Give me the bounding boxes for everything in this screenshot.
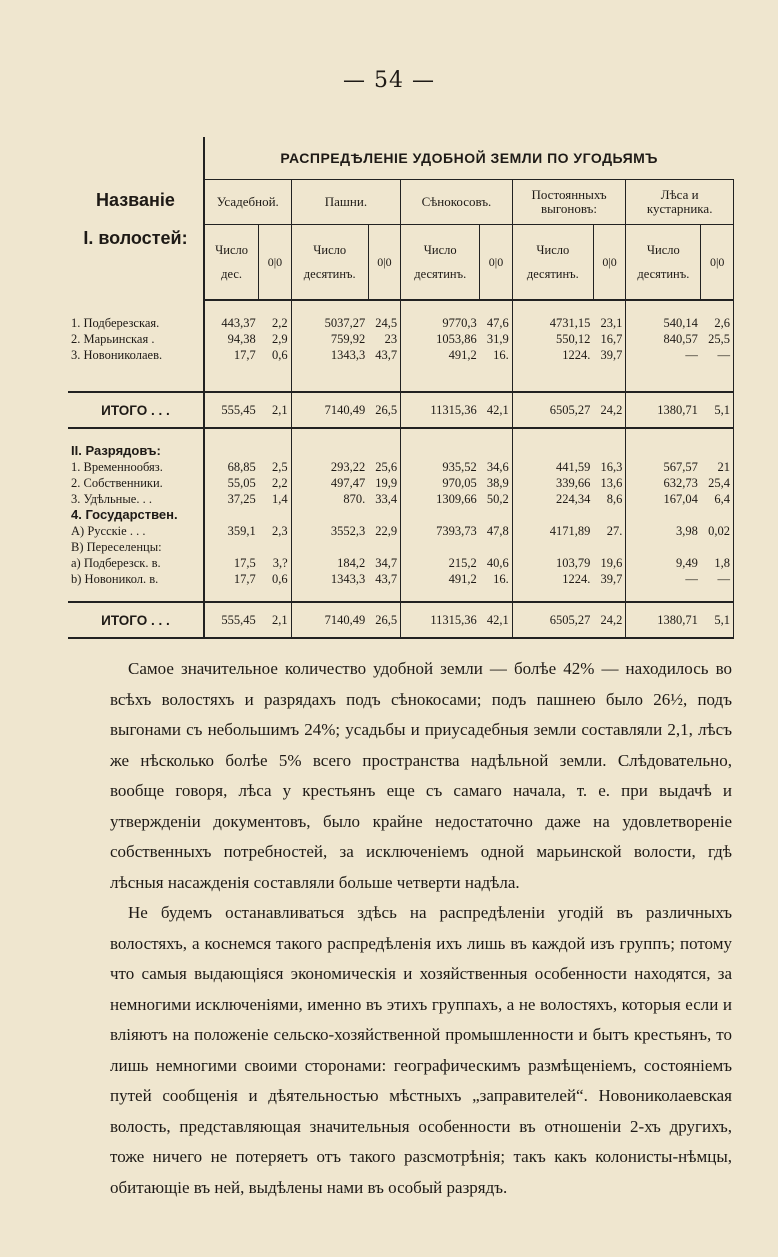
- table-cell: 25,4: [701, 475, 734, 491]
- table-cell: 47,8: [480, 523, 512, 539]
- total-label: ИТОГО . . .: [68, 602, 204, 638]
- empty-cell: [291, 443, 368, 459]
- name-header-line1: Названіе: [96, 189, 175, 210]
- table-cell: 21: [701, 459, 734, 475]
- spacer-cell: [259, 428, 291, 443]
- total-cell: 7140,49: [291, 602, 368, 638]
- spacer-cell: [701, 587, 734, 602]
- table-cell: 24,5: [368, 315, 400, 331]
- table-cell: [401, 507, 480, 523]
- spacer-cell: [401, 428, 480, 443]
- table-cell: 3,98: [676, 524, 698, 538]
- spacer-cell: [593, 363, 625, 377]
- total-cell: 555,45: [204, 392, 259, 428]
- total-cell: 26,5: [368, 392, 400, 428]
- spacer-cell: [204, 428, 259, 443]
- table-row: [68, 475, 734, 491]
- spacer-cell: [480, 377, 512, 392]
- table-cell: —: [701, 571, 734, 587]
- empty-cell: [204, 443, 259, 459]
- table-cell: 443,37: [221, 316, 256, 330]
- table-cell: 970,05: [442, 476, 477, 490]
- spacer-cell: [480, 363, 512, 377]
- spacer-row: [68, 377, 734, 392]
- table-row: [68, 347, 734, 363]
- table-cell: 215,2: [448, 556, 477, 570]
- total-cell: 6505,27: [512, 392, 593, 428]
- column-percent-header: 0|0: [259, 225, 291, 301]
- empty-cell: [626, 443, 701, 459]
- column-percent-header: 0|0: [593, 225, 625, 301]
- name-header: [68, 137, 204, 300]
- table-cell: 17,7: [233, 348, 256, 362]
- spacer-cell: [368, 587, 400, 602]
- table-row: [68, 523, 734, 539]
- row-label: a) Подберезск. в.: [68, 555, 204, 571]
- table-cell: 840,57: [663, 332, 698, 346]
- spacer-cell: [368, 300, 400, 315]
- table-cell: 3552,3: [330, 524, 366, 538]
- table-cell: 1,8: [701, 555, 734, 571]
- table-cell: 497,47: [330, 476, 366, 490]
- total-cell: 2,1: [259, 392, 291, 428]
- table-cell: [593, 539, 625, 555]
- table-cell: [259, 507, 291, 523]
- spacer-cell: [593, 377, 625, 392]
- table-cell: 16,3: [593, 459, 625, 475]
- spacer-cell: [593, 300, 625, 315]
- spacer-cell: [368, 377, 400, 392]
- table-cell: 31,9: [480, 331, 512, 347]
- table-row: [68, 507, 734, 523]
- table-cell: 870.: [343, 492, 366, 506]
- total-cell: 24,2: [593, 602, 625, 638]
- total-label: ИТОГО . . .: [68, 392, 204, 428]
- table-cell: —: [685, 572, 698, 586]
- table-cell: 16.: [480, 571, 512, 587]
- table-cell: 4731,15: [549, 316, 591, 330]
- table-cell: 9770,3: [442, 316, 477, 330]
- spacer-cell: [701, 428, 734, 443]
- total-cell: 5,1: [701, 392, 734, 428]
- table-cell: 22,9: [368, 523, 400, 539]
- spacer-cell: [368, 363, 400, 377]
- table-cell: 2,2: [259, 475, 291, 491]
- table-cell: 33,4: [368, 491, 400, 507]
- table-cell: 39,7: [593, 347, 625, 363]
- spacer-cell: [291, 587, 368, 602]
- table-cell: 25,5: [701, 331, 734, 347]
- land-distribution-table: [68, 137, 734, 639]
- spacer-cell: [626, 300, 701, 315]
- table-cell: 2,5: [259, 459, 291, 475]
- table-cell: 23: [368, 331, 400, 347]
- table-cell: 1343,3: [330, 348, 366, 362]
- spacer-cell: [291, 428, 368, 443]
- table-cell: —: [685, 348, 698, 362]
- table-cell: [204, 507, 259, 523]
- table-cell: 5037,27: [324, 316, 366, 330]
- table-cell: 37,25: [227, 492, 256, 506]
- table-cell: 7393,73: [436, 524, 477, 538]
- spacer-cell: [512, 363, 593, 377]
- spacer-cell: [401, 587, 480, 602]
- spacer-row: [68, 587, 734, 602]
- empty-cell: [368, 443, 400, 459]
- table-cell: 16,7: [593, 331, 625, 347]
- spacer-cell: [480, 300, 512, 315]
- table-cell: 2,9: [259, 331, 291, 347]
- table-cell: [204, 539, 259, 555]
- column-value-header: Число десятинъ.: [626, 225, 701, 301]
- empty-cell: [480, 443, 512, 459]
- paragraph: Не будемъ останавливаться здѣсь на распредѣленіи угодій въ различныхъ волостяхъ, а коснемся такого распредѣленія ихъ лишь въ каждой изъ группъ; потому что самыя выдающіяся экономическія и хозяйственныя особенности находятся, за немногими исключеніями, именно въ этихъ группахъ, а не волостяхъ, которыя если и вліяютъ на положеніе сельско-хозяйственной промышленности и бытъ крестьянъ, то лишь немногими своими сторонами: географическимъ размѣщеніемъ, состояніемъ путей сообщенія и дѣятельностью мѣстныхъ „заправителей“. Новониколаевская волость, представляющая значительныя особенности въ отношеніи 2-хъ другихъ, тоже ничего не потеряетъ отъ такого разсмотрѣнія; такъ какъ колонисты-нѣмцы, обитающіе въ ней, выдѣлены нами въ особый разрядъ.: [110, 903, 732, 1197]
- spacer-cell: [259, 363, 291, 377]
- table-cell: [701, 539, 734, 555]
- table-cell: 8,6: [593, 491, 625, 507]
- total-cell: 7140,49: [291, 392, 368, 428]
- table-cell: 550,12: [556, 332, 591, 346]
- total-cell: 26,5: [368, 602, 400, 638]
- spacer-cell: [480, 587, 512, 602]
- table-cell: 759,92: [330, 332, 366, 346]
- spacer-cell: [204, 300, 259, 315]
- table-cell: 1053,86: [436, 332, 477, 346]
- column-group-header: Пашни.: [291, 180, 401, 225]
- table-cell: 94,38: [227, 332, 256, 346]
- table-cell: 23,1: [593, 315, 625, 331]
- table-cell: 184,2: [337, 556, 366, 570]
- table-cell: 43,7: [368, 571, 400, 587]
- table-row: [68, 331, 734, 347]
- total-cell: 42,1: [480, 602, 512, 638]
- spacer-cell: [626, 587, 701, 602]
- table-cell: 17,5: [233, 556, 256, 570]
- table-cell: 47,6: [480, 315, 512, 331]
- table-row: [68, 539, 734, 555]
- empty-cell: [259, 443, 291, 459]
- table-cell: 68,85: [227, 460, 256, 474]
- empty-cell: [512, 443, 593, 459]
- spacer-cell: [512, 587, 593, 602]
- table-cell: 567,57: [663, 460, 698, 474]
- table-cell: [401, 539, 480, 555]
- table-cell: [512, 539, 593, 555]
- spacer-cell: [401, 377, 480, 392]
- spacer-cell: [259, 587, 291, 602]
- spacer-row: [68, 428, 734, 443]
- spacer-cell: [291, 377, 368, 392]
- total-row: [68, 602, 734, 638]
- table-cell: 359,1: [227, 524, 256, 538]
- table-cell: [368, 507, 400, 523]
- table-row: [68, 555, 734, 571]
- spacer-row: [68, 363, 734, 377]
- row-label: 2. Марьинская .: [68, 331, 204, 347]
- table-cell: 1224.: [562, 348, 591, 362]
- empty-cell: [701, 443, 734, 459]
- table-cell: [368, 539, 400, 555]
- total-cell: 24,2: [593, 392, 625, 428]
- section-title: II. Разрядовъ:: [68, 443, 204, 459]
- table-cell: 2,6: [701, 315, 734, 331]
- column-value-header: Число десятинъ.: [291, 225, 368, 301]
- row-label: 2. Собственники.: [68, 475, 204, 491]
- row-label: A) Русскіе . . .: [68, 523, 204, 539]
- column-percent-header: 0|0: [368, 225, 400, 301]
- table-cell: 27.: [593, 523, 625, 539]
- table-row: [68, 571, 734, 587]
- table-cell: [626, 539, 701, 555]
- table-cell: 632,73: [663, 476, 698, 490]
- table-cell: 13,6: [593, 475, 625, 491]
- table-row: [68, 315, 734, 331]
- spacer-cell: [626, 428, 701, 443]
- body-text: [110, 654, 732, 1203]
- table-cell: 0,6: [259, 571, 291, 587]
- table-cell: 6,4: [701, 491, 734, 507]
- row-label: 1. Временнообяз.: [68, 459, 204, 475]
- table-cell: 34,6: [480, 459, 512, 475]
- total-cell: 6505,27: [512, 602, 593, 638]
- table-cell: 9,49: [676, 556, 698, 570]
- row-label: 3. Новониколаев.: [68, 347, 204, 363]
- spacer-cell: [626, 363, 701, 377]
- spacer-cell: [204, 377, 259, 392]
- table-cell: 39,7: [593, 571, 625, 587]
- column-percent-header: 0|0: [480, 225, 512, 301]
- spacer-cell: [626, 377, 701, 392]
- row-label: b) Новоникол. в.: [68, 571, 204, 587]
- total-cell: 555,45: [204, 602, 259, 638]
- table-cell: 38,9: [480, 475, 512, 491]
- table-row: [68, 491, 734, 507]
- table-cell: [291, 507, 368, 523]
- table-cell: 1343,3: [330, 572, 366, 586]
- table-cell: 34,7: [368, 555, 400, 571]
- spacer-cell: [512, 377, 593, 392]
- spacer-cell: [291, 300, 368, 315]
- table-cell: 43,7: [368, 347, 400, 363]
- spacer-cell: [68, 363, 204, 377]
- column-group-header: Лѣса и кустарника.: [626, 180, 734, 225]
- table-cell: 40,6: [480, 555, 512, 571]
- spacer-cell: [512, 428, 593, 443]
- table-cell: [259, 539, 291, 555]
- table-cell: 167,04: [663, 492, 698, 506]
- spacer-cell: [68, 300, 204, 315]
- empty-cell: [593, 443, 625, 459]
- spacer-row: [68, 300, 734, 315]
- empty-cell: [401, 443, 480, 459]
- row-label: 3. Удѣльные. . .: [68, 491, 204, 507]
- section-title-row: [68, 443, 734, 459]
- row-label: 4. Государствен.: [68, 507, 204, 523]
- spacer-cell: [593, 587, 625, 602]
- paragraph: Самое значительное количество удобной земли — болѣе 42% — находилось во всѣхъ волостяхъ и разрядахъ подъ сѣнокосами; подъ пашнею было 26½, подъ выгонами съ небольшимъ 24%; усадьбы и приусадебныя земли составляли 2,1, лѣсъ же нѣсколько болѣе 5% всего пространства надѣльной земли. Слѣдовательно, вообще говоря, лѣса у крестьянъ еще съ самаго начала, т. е. при выдачѣ и утвержденіи документовъ, было крайне недостаточно даже на удовлетвореніе собственныхъ потребностей, за исключеніемъ одной марьинской волости, гдѣ лѣсныя насажденія составляли больше четверти надѣла.: [110, 659, 732, 892]
- table-cell: 491,2: [448, 572, 477, 586]
- spacer-cell: [701, 363, 734, 377]
- spacer-cell: [204, 587, 259, 602]
- table-cell: [480, 539, 512, 555]
- table-cell: 1309,66: [436, 492, 477, 506]
- table-cell: 935,52: [442, 460, 477, 474]
- table-cell: [701, 507, 734, 523]
- spacer-cell: [291, 363, 368, 377]
- table-cell: 3,?: [259, 555, 291, 571]
- table-title: РАСПРЕДѢЛЕНІЕ УДОБНОЙ ЗЕМЛИ ПО УГОДЬЯМЪ: [204, 137, 734, 180]
- table-cell: 17,7: [233, 572, 256, 586]
- table-cell: 25,6: [368, 459, 400, 475]
- table-cell: 103,79: [556, 556, 591, 570]
- table-cell: 19,6: [593, 555, 625, 571]
- column-value-header: Число дес.: [204, 225, 259, 301]
- spacer-cell: [368, 428, 400, 443]
- table-cell: 441,59: [556, 460, 591, 474]
- table-cell: 1,4: [259, 491, 291, 507]
- table-cell: [626, 507, 701, 523]
- column-value-header: Число десятинъ.: [512, 225, 593, 301]
- table-cell: 224,34: [556, 492, 591, 506]
- column-value-header: Число десятинъ.: [401, 225, 480, 301]
- column-group-header: Усадебной.: [204, 180, 291, 225]
- name-header-line2: I. волостей:: [83, 227, 188, 248]
- table-cell: 16.: [480, 347, 512, 363]
- table-cell: 0,02: [701, 523, 734, 539]
- table-cell: 19,9: [368, 475, 400, 491]
- spacer-cell: [68, 428, 204, 443]
- total-row: [68, 392, 734, 428]
- page-number: — 54 —: [343, 68, 435, 93]
- total-cell: 11315,36: [401, 602, 480, 638]
- table-cell: 2,3: [259, 523, 291, 539]
- table-cell: —: [701, 347, 734, 363]
- spacer-cell: [259, 377, 291, 392]
- table-cell: [291, 539, 368, 555]
- spacer-cell: [480, 428, 512, 443]
- spacer-cell: [68, 587, 204, 602]
- table-cell: 491,2: [448, 348, 477, 362]
- spacer-cell: [701, 377, 734, 392]
- column-percent-header: 0|0: [701, 225, 734, 301]
- column-group-header: Сѣнокосовъ.: [401, 180, 513, 225]
- total-cell: 5,1: [701, 602, 734, 638]
- table-cell: 1224.: [562, 572, 591, 586]
- row-label: B) Переселенцы:: [68, 539, 204, 555]
- column-group-header: Постоянныхъ выгоновъ:: [512, 180, 626, 225]
- row-label: 1. Подберезская.: [68, 315, 204, 331]
- table-cell: 2,2: [259, 315, 291, 331]
- table-cell: [593, 507, 625, 523]
- spacer-cell: [204, 363, 259, 377]
- table-row: [68, 459, 734, 475]
- table-cell: 55,05: [227, 476, 256, 490]
- spacer-cell: [401, 300, 480, 315]
- spacer-cell: [401, 363, 480, 377]
- total-cell: 1380,71: [626, 602, 701, 638]
- total-cell: 2,1: [259, 602, 291, 638]
- spacer-cell: [259, 300, 291, 315]
- spacer-cell: [68, 377, 204, 392]
- table-cell: 4171,89: [549, 524, 591, 538]
- table-cell: 540,14: [663, 316, 698, 330]
- table-cell: [512, 507, 593, 523]
- total-cell: 1380,71: [626, 392, 701, 428]
- table-cell: 339,66: [556, 476, 591, 490]
- total-cell: 11315,36: [401, 392, 480, 428]
- table-cell: 50,2: [480, 491, 512, 507]
- table-cell: [480, 507, 512, 523]
- spacer-cell: [593, 428, 625, 443]
- table-cell: 0,6: [259, 347, 291, 363]
- spacer-cell: [512, 300, 593, 315]
- spacer-cell: [701, 300, 734, 315]
- table-cell: 293,22: [330, 460, 366, 474]
- total-cell: 42,1: [480, 392, 512, 428]
